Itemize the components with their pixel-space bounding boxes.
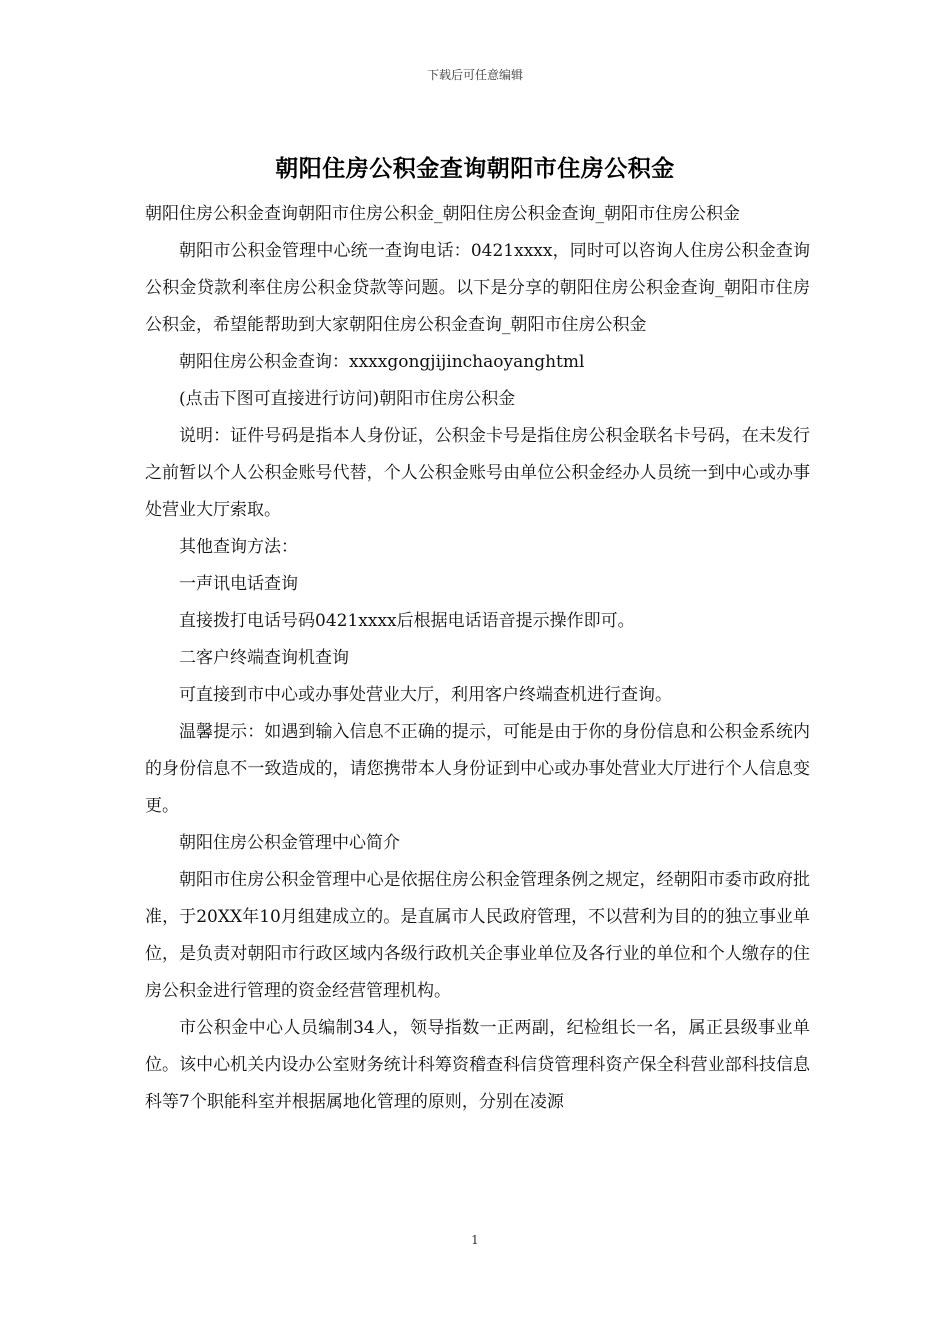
document-title: 朝阳住房公积金查询朝阳市住房公积金: [275, 156, 675, 182]
paragraph: 二客户终端查询机查询: [179, 648, 349, 668]
paragraph: 朝阳住房公积金管理中心简介: [179, 833, 400, 853]
page-header: 下载后可任意编辑: [426, 68, 523, 82]
paragraph: 一声讯电话查询: [179, 574, 298, 594]
paragraph: 其他查询方法：: [179, 537, 298, 557]
paragraph: 温馨提示：如遇到输入信息不正确的提示，可能是由于你的身份信息和公积金系统内的身份信息不一致造成的，请您携带本人身份证到中心或办事处营业大厅进行个人信息变更。: [145, 722, 810, 816]
page-number: 1: [471, 1233, 479, 1247]
paragraph: 可直接到市中心或办事处营业大厅，利用客户终端查机进行查询。: [179, 685, 672, 705]
paragraph: (点击下图可直接进行访问)朝阳市住房公积金: [179, 389, 516, 409]
paragraph: 市公积金中心人员编制34人，领导指数一正两副，纪检组长一名，属正县级事业单位。该中心机关内设办公室财务统计科筹资稽查科信贷管理科资产保全科营业部科技信息科等7个职能科室并根据属地化管理的原则，分别在凌源: [145, 1018, 810, 1112]
paragraph: 朝阳住房公积金查询朝阳市住房公积金_朝阳住房公积金查询_朝阳市住房公积金: [145, 204, 740, 224]
document-body: [145, 196, 810, 1121]
paragraph: 朝阳市公积金管理中心统一查询电话：0421xxxx，同时可以咨询人住房公积金查询公积金贷款利率住房公积金贷款等问题。以下是分享的朝阳住房公积金查询_朝阳市住房公积金，希望能帮助到大家朝阳住房公积金查询_朝阳市住房公积金: [145, 241, 810, 335]
paragraph: 直接拨打电话号码0421xxxx后根据电话语音提示操作即可。: [179, 611, 635, 631]
paragraph: 朝阳住房公积金查询：xxxxgongjijinchaoyanghtml: [179, 352, 585, 372]
paragraph: 说明：证件号码是指本人身份证，公积金卡号是指住房公积金联名卡号码，在未发行之前暂以个人公积金账号代替，个人公积金账号由单位公积金经办人员统一到中心或办事处营业大厅索取。: [145, 426, 810, 520]
paragraph: 朝阳市住房公积金管理中心是依据住房公积金管理条例之规定，经朝阳市委市政府批准，于20XX年10月组建成立的。是直属市人民政府管理，不以营利为目的的独立事业单位，是负责对朝阳市行政区域内各级行政机关企事业单位及各行业的单位和个人缴存的住房公积金进行管理的资金经营管理机构。: [145, 870, 810, 1001]
